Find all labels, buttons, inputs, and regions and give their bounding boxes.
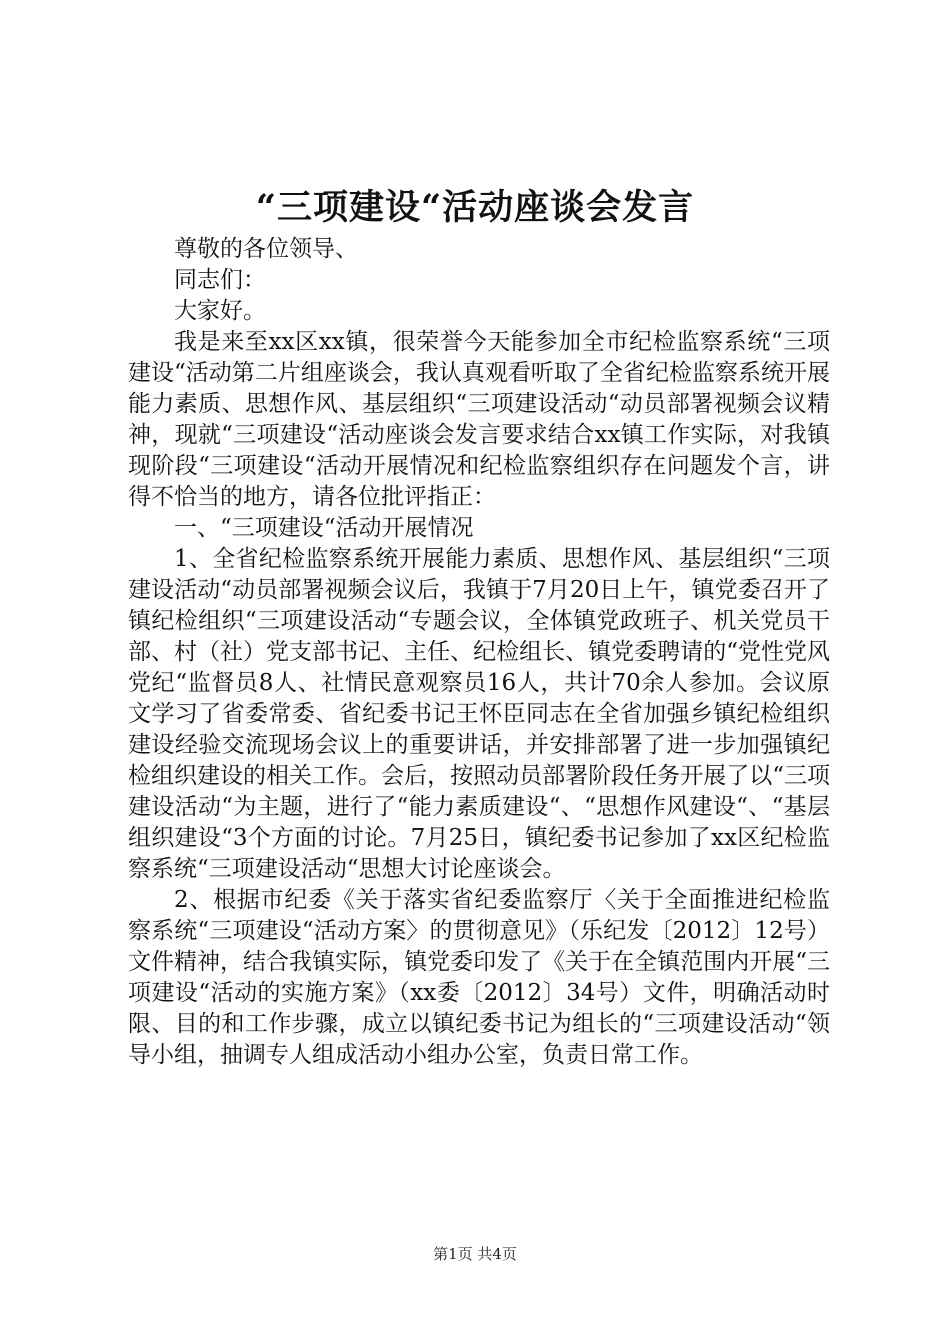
section-heading-1: 一、“三项建设“活动开展情况 [174,515,474,541]
page-footer: 第1页 共4页 [433,1245,517,1263]
greeting-line: 大家好。 [174,298,266,324]
document-body [128,234,830,1071]
salutation-line-2: 同志们： [174,267,266,293]
document-title: “三项建设“活动座谈会发言 [255,187,695,228]
body-paragraph-2: 2、根据市纪委《关于落实省纪委监察厅〈关于全面推进纪检监察系统“三项建设“活动方案〉的贯彻意见》（乐纪发〔2012〕12号）文件精神，结合我镇实际，镇党委印发了《关于在全镇范围内开展“三项建设“活动的实施方案》（xx委〔2012〕34号）文件，明确活动时限、目的和工作步骤，成立以镇纪委书记为组长的“三项建设活动“领导小组，抽调专人组成活动小组办公室，负责日常工作。 [128,887,830,1068]
intro-paragraph: 我是来至xx区xx镇，很荣誉今天能参加全市纪检监察系统“三项建设“活动第二片组座谈会，我认真观看听取了全省纪检监察系统开展能力素质、思想作风、基层组织“三项建设活动“动员部署视频会议精神，现就“三项建设“活动座谈会发言要求结合xx镇工作实际，对我镇现阶段“三项建设“活动开展情况和纪检监察组织存在问题发个言，讲得不恰当的地方，请各位批评指正： [128,329,830,510]
body-paragraph-1: 1、全省纪检监察系统开展能力素质、思想作风、基层组织“三项建设活动“动员部署视频会议后，我镇于7月20日上午，镇党委召开了镇纪检组织“三项建设活动“专题会议，全体镇党政班子、机关党员干部、村（社）党支部书记、主任、纪检组长、镇党委聘请的“党性党风党纪“监督员8人、社情民意观察员16人，共计70余人参加。会议原文学习了省委常委、省纪委书记王怀臣同志在全省加强乡镇纪检组织建设经验交流现场会议上的重要讲话，并安排部署了进一步加强镇纪检组织建设的相关工作。会后，按照动员部署阶段任务开展了以“三项建设活动“为主题，进行了“能力素质建设“、“思想作风建设“、“基层组织建设“3个方面的讨论。7月25日，镇纪委书记参加了xx区纪检监察系统“三项建设活动“思想大讨论座谈会。 [128,546,830,882]
salutation-line-1: 尊敬的各位领导、 [174,236,358,262]
